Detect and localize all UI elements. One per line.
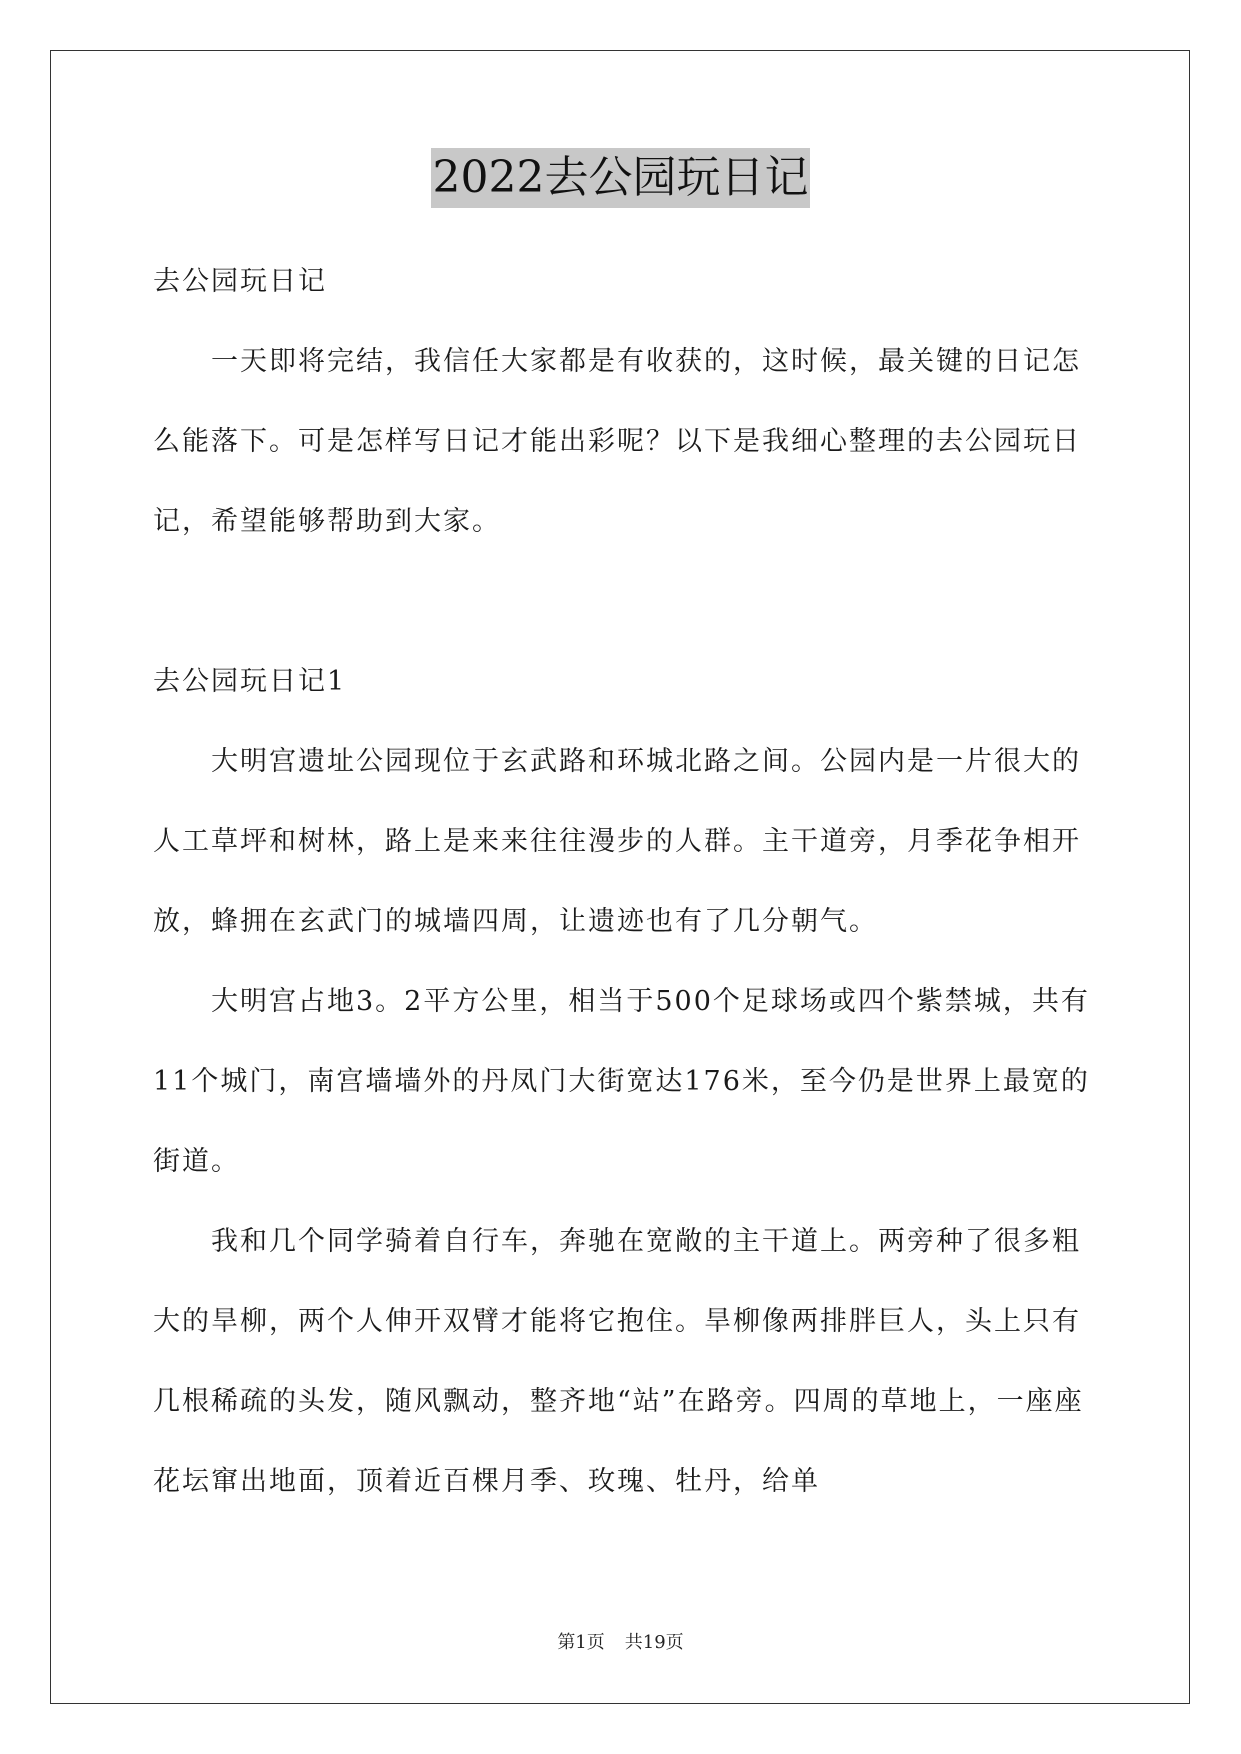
document-body	[153, 242, 1093, 1522]
section-heading: 去公园玩日记1	[153, 666, 347, 697]
page-footer	[0, 1628, 1241, 1654]
section-spacer	[153, 562, 1093, 642]
title-container	[0, 148, 1241, 208]
intro-heading: 去公园玩日记	[153, 266, 327, 297]
body-paragraph: 我和几个同学骑着自行车，奔驰在宽敞的主干道上。两旁种了很多粗大的旱柳，两个人伸开双臂才能将它抱住。旱柳像两排胖巨人，头上只有几根稀疏的头发，随风飘动，整齐地“站”在路旁。四周的草地上，一座座花坛窜出地面，顶着近百棵月季、玫瑰、牡丹，给单	[153, 1226, 1084, 1497]
intro-paragraph: 一天即将完结，我信任大家都是有收获的，这时候，最关键的日记怎么能落下。可是怎样写日记才能出彩呢？以下是我细心整理的去公园玩日记，希望能够帮助到大家。	[153, 346, 1081, 537]
document-title: 2022去公园玩日记	[431, 148, 811, 208]
body-paragraph: 大明宫遗址公园现位于玄武路和环城北路之间。公园内是一片很大的人工草坪和树林，路上是来来往往漫步的人群。主干道旁，月季花争相开放，蜂拥在玄武门的城墙四周，让遗迹也有了几分朝气。	[153, 746, 1081, 937]
body-paragraph: 大明宫占地3。2平方公里，相当于500个足球场或四个紫禁城，共有11个城门，南宫墙墙外的丹凤门大街宽达176米，至今仍是世界上最宽的街道。	[153, 986, 1090, 1177]
page-number: 第1页	[557, 1632, 605, 1653]
page-total: 共19页	[624, 1632, 684, 1653]
